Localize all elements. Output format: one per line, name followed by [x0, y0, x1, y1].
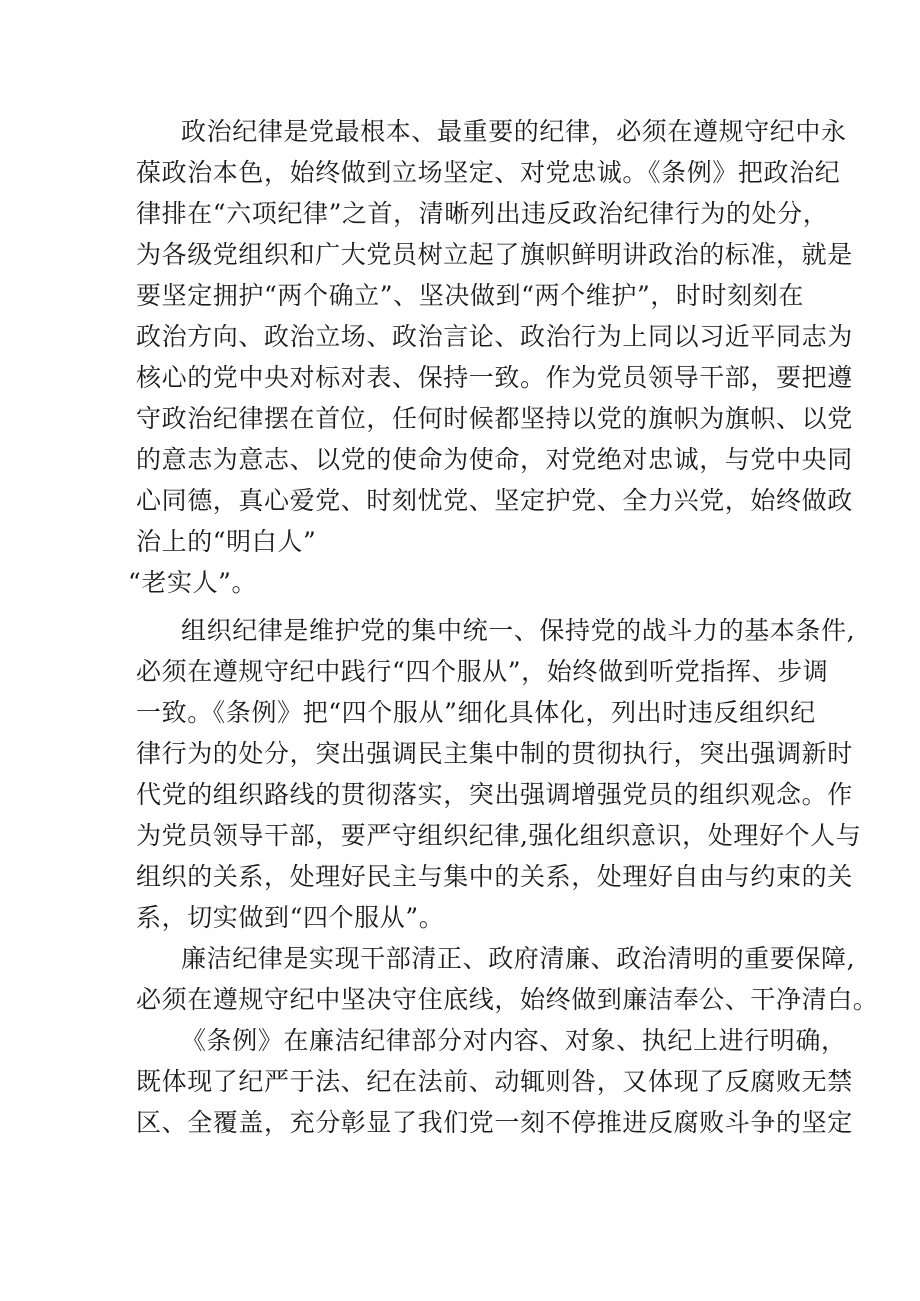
- paragraph-line: 为各级党组织和广大党员树立起了旗帜鲜明讲政治的标准，就是: [136, 240, 853, 269]
- paragraph-line: 必须在遵规守纪中践行“四个服从”，始终做到听党指挥、步调: [136, 657, 829, 686]
- paragraph-line: 组织的关系，处理好民主与集中的关系，处理好自由与约束的关: [136, 862, 853, 891]
- paragraph-line: 政治方向、政治立场、政治言论、政治行为上同以习近平同志为: [136, 322, 853, 351]
- paragraph-line: 为党员领导干部，要严守组织纪律,强化组织意识，处理好个人与: [136, 821, 862, 850]
- paragraph-line: 律排在“六项纪律”之首，清晰列出违反政治纪律行为的处分，: [136, 199, 829, 228]
- paragraph-line: “老实人”。: [128, 568, 258, 597]
- paragraph-line: 心同德，真心爱党、时刻忧党、坚定护党、全力兴党，始终做政: [136, 486, 853, 515]
- paragraph-line: 组织纪律是维护党的集中统一、保持党的战斗力的基本条件,: [181, 616, 856, 645]
- paragraph-line: 廉洁纪律是实现干部清正、政府清廉、政治清明的重要保障,: [181, 944, 856, 973]
- paragraph-line: 治上的“明白人”: [136, 527, 317, 556]
- paragraph-line: 核心的党中央对标对表、保持一致。作为党员领导干部，要把遵: [136, 363, 853, 392]
- paragraph-line: 区、全覆盖，充分彰显了我们党一刻不停推进反腐败斗争的坚定: [136, 1108, 853, 1137]
- paragraph-line: 要坚定拥护“两个确立”、坚决做到“两个维护”，时时刻刻在: [136, 281, 804, 310]
- paragraph-line: 律行为的处分，突出强调民主集中制的贯彻执行，突出强调新时: [136, 739, 853, 768]
- paragraph-line: 守政治纪律摆在首位，任何时候都坚持以党的旗帜为旗帜、以党: [136, 404, 853, 433]
- paragraph-line: 《条例》在廉洁纪律部分对内容、对象、执纪上进行明确，: [181, 1026, 847, 1055]
- paragraph-line: 系，切实做到“四个服从”。: [136, 903, 445, 932]
- paragraph-line: 既体现了纪严于法、纪在法前、动辄则咎，又体现了反腐败无禁: [136, 1067, 853, 1096]
- paragraph-line: 的意志为意志、以党的使命为使命，对党绝对忠诚，与党中央同: [136, 445, 853, 474]
- paragraph-line: 政治纪律是党最根本、最重要的纪律，必须在遵规守纪中永: [181, 117, 847, 146]
- paragraph-line: 一致。《条例》把“四个服从”细化具体化，列出时违反组织纪: [136, 698, 816, 727]
- paragraph-line: 葆政治本色，始终做到立场坚定、对党忠诚。《条例》把政治纪: [136, 158, 841, 187]
- paragraph-line: 必须在遵规守纪中坚决守住底线，始终做到廉洁奉公、干净清白。: [136, 985, 879, 1014]
- paragraph-line: 代党的组织路线的贯彻落实，突出强调增强党员的组织观念。作: [136, 780, 853, 809]
